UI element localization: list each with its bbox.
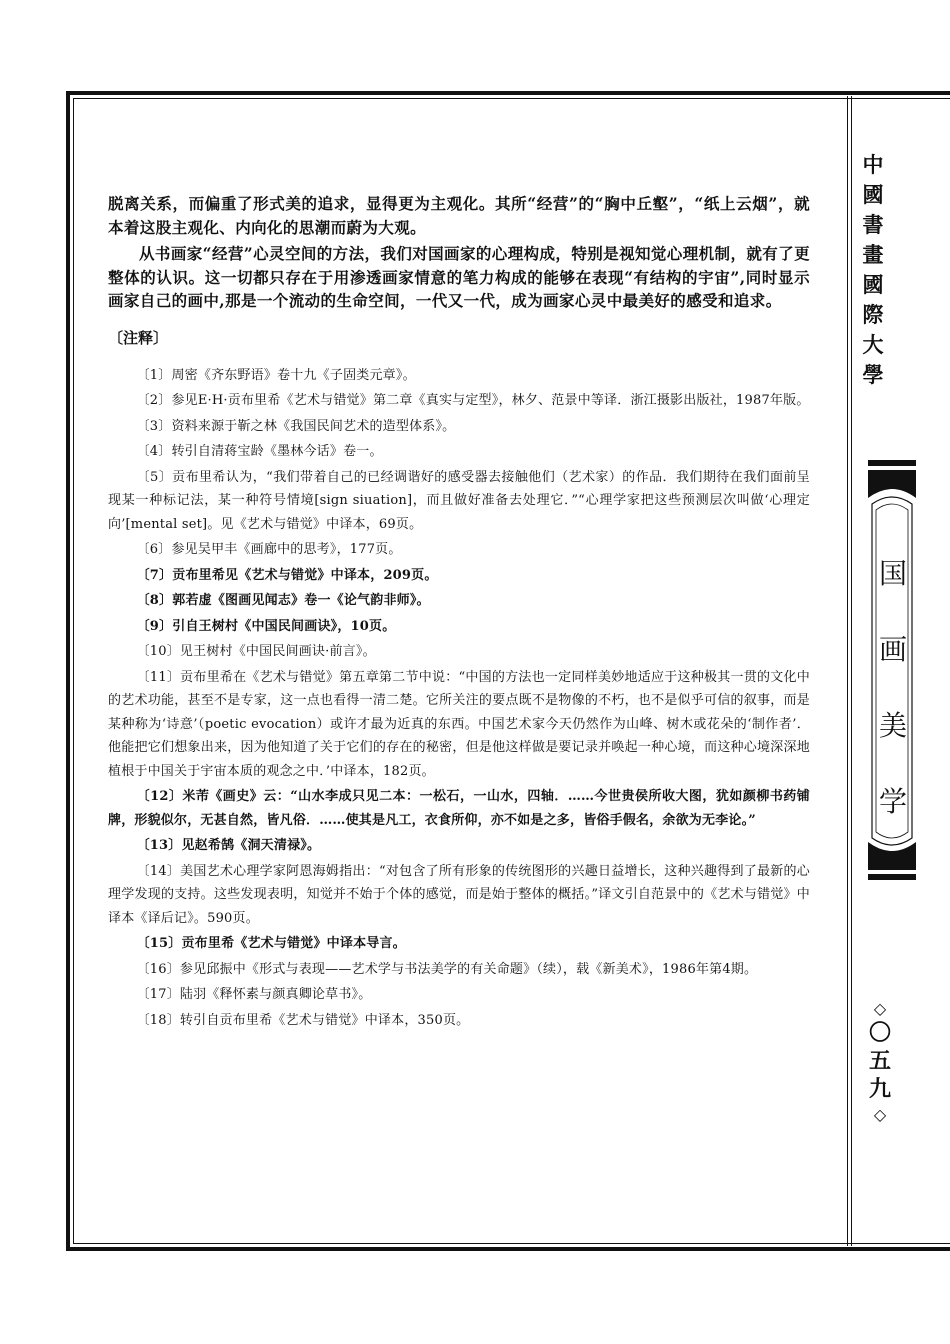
institution-char: 際 xyxy=(862,303,884,327)
book-title-char: 画 xyxy=(878,633,907,666)
note-item: 〔9〕引自王树村《中国民间画诀》，10页。 xyxy=(136,618,396,634)
note-item: 〔4〕转引自清蒋宝龄《墨林今话》卷一。 xyxy=(136,444,383,459)
note-item: 〔17〕陆羽《释怀素与颜真卿论草书》。 xyxy=(136,987,372,1002)
page-number-char: 九 xyxy=(868,1077,891,1102)
institution-char: 學 xyxy=(862,363,884,387)
note-item: 〔10〕见王树村《中国民间画诀·前言》。 xyxy=(136,644,376,659)
note-item: 〔7〕贡布里希见《艺术与错觉》中译本，209页。 xyxy=(136,567,438,583)
body-paragraph-1: 脱离关系，而偏重了形式美的追求，显得更为主观化。其所“经营”的“胸中丘壑”，“纸上云烟”，就本着这股主观化、内向化的思潮而蔚为大观。 xyxy=(108,194,810,237)
page-number-char: 〇 xyxy=(868,1021,891,1046)
diamond-icon: ◇ xyxy=(873,999,887,1018)
book-title-char: 国 xyxy=(878,557,907,590)
note-item: 〔11〕贡布里希在《艺术与错觉》第五章第二节中说：“中国的方法也一定同样美妙地适应于这种极其一贯的文化中的艺术功能，甚至不是专家，这一点也看得一清二楚。它所关注的要点既不是物像的不朽，也不是似乎可信的叙事，而是某种称为‘诗意’（poetic evocation）或许才最为近真的东西。中国艺术家今天仍然作为山峰、树木或花朵的‘制作者’．他能把它们想象出来，因为他知道了关于它们的存在的秘密，但是他这样做是要记录并唤起一种心境，而这种心境深深地植根于中国关于宇宙本质的观念之中．’中译本，182页。 xyxy=(108,669,810,779)
note-item: 〔2〕参见E·H·贡布里希《艺术与错觉》第二章《真实与定型》，林夕、范景中等译．浙江摄影出版社，1987年版。 xyxy=(136,393,810,408)
page-number xyxy=(862,998,898,1126)
note-item: 〔1〕周密《齐东野语》卷十九《子固类元章》。 xyxy=(136,367,416,383)
note-item: 〔12〕米芾《画史》云：“山水李成只见二本：一松石，一山水，四轴．……今世贵侯所收大图，犹如颜柳书药铺牌，形貌似尔，无甚自然，皆凡俗．……使其是凡工，衣食所仰，亦不如是之多，皆俗手假名，余欲为无李论。” xyxy=(108,789,810,828)
note-item: 〔8〕郭若虚《图画见闻志》卷一《论气韵非师》。 xyxy=(136,593,430,608)
notes-heading: 〔注释〕 xyxy=(108,328,169,347)
note-item: 〔15〕贡布里希《艺术与错觉》中译本导言。 xyxy=(136,936,406,951)
note-item: 〔18〕转引自贡布里希《艺术与错觉》中译本，350页。 xyxy=(136,1012,470,1028)
institution-char: 大 xyxy=(862,333,884,357)
sidebar-divider xyxy=(847,96,848,1246)
note-item: 〔5〕贡布里希认为，“我们带着自己的已经调谐好的感受器去接触他们（艺术家）的作品．我们期待在我们面前呈现某一种标记法，某一种符号情境[sign siuation]，而且做好准备去处理它．”“心理学家把这些预测层次叫做‘心理定向’[mental set]。见《艺术与错觉》中译本，69页。 xyxy=(108,469,810,532)
note-item: 〔13〕见赵希鹄《洞天清禄》。 xyxy=(136,838,321,853)
institution-char: 國 xyxy=(862,183,884,207)
book-title-char: 学 xyxy=(878,785,907,818)
institution-char: 國 xyxy=(862,273,884,297)
institution-name xyxy=(858,150,888,390)
main-content xyxy=(108,192,810,1034)
note-item: 〔3〕资料来源于靳之林《我国民间艺术的造型体系》。 xyxy=(136,418,456,434)
note-item: 〔6〕参见吴甲丰《画廊中的思考》，177页。 xyxy=(136,542,402,557)
note-item: 〔14〕美国艺术心理学家阿恩海姆指出：“对包含了所有形象的传统图形的兴趣日益增长，这种兴趣得到了最新的心理学发现的支持。这些发现表明，知觉并不始于个体的感觉，而是始于整体的概括。”译文引自范景中的《艺术与错觉》中译本《译后记》。590页。 xyxy=(108,863,810,926)
body-paragraph-2: 从书画家“经营”心灵空间的方法，我们对国画家的心理构成，特别是视知觉心理机制，就有了更整体的认识。这一切都只存在于用渗透画家情意的笔力构成的能够在表现“有结构的宇宙”,同时显示画家自己的画中,那是一个流动的生命空间，一代又一代，成为画家心灵中最美好的感受和追求。 xyxy=(108,244,810,310)
diamond-icon: ◇ xyxy=(873,1105,887,1124)
note-item: 〔16〕参见邱振中《形式与表现——艺术学与书法美学的有关命题》（续），载《新美术》，1986年第4期。 xyxy=(136,961,758,977)
sidebar-divider-inner xyxy=(851,96,852,1246)
institution-char: 中 xyxy=(862,153,884,177)
page-number-char: 五 xyxy=(868,1049,891,1074)
book-title-char: 美 xyxy=(878,709,907,742)
book-title xyxy=(878,536,908,840)
institution-char: 書 xyxy=(862,213,884,237)
institution-char: 畫 xyxy=(862,243,884,267)
